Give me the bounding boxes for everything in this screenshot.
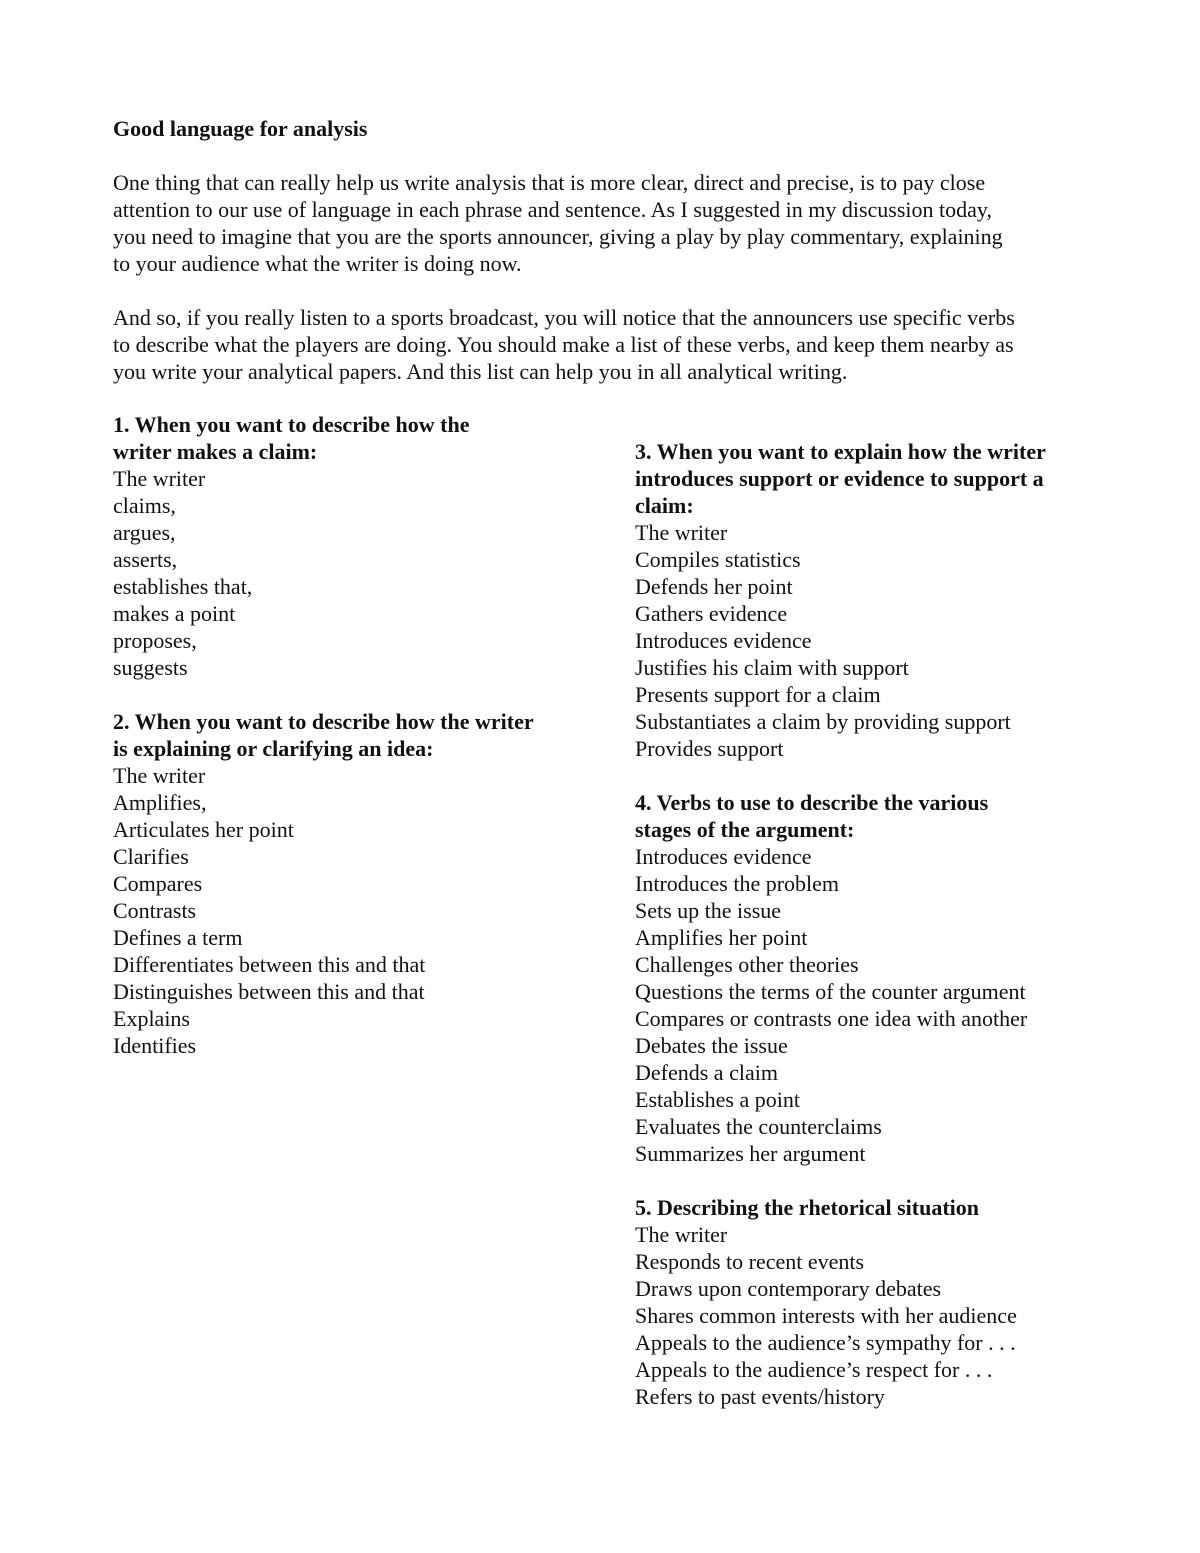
heading-line: is explaining or clarifying an idea: [113,736,434,761]
list-item: Amplifies, [113,790,207,815]
list-item: Differentiates between this and that [113,952,426,977]
section-rhetorical-situation [635,1194,1105,1410]
section-heading [635,789,1105,843]
heading-line: writer makes a claim: [113,439,318,464]
intro-line: you need to imagine that you are the sports announcer, giving a play by play commentary, explaining [113,224,1003,249]
list-item: Introduces evidence [635,628,812,653]
list-item: The writer [635,1222,728,1247]
list-item: The writer [113,763,206,788]
list-item: suggests [113,655,188,680]
section-claim [113,411,583,681]
section-clarifying [113,708,583,1059]
list-item: Provides support [635,736,784,761]
list-item: Gathers evidence [635,601,788,626]
list-item: Debates the issue [635,1033,788,1058]
list-item: Presents support for a claim [635,682,881,707]
list-item: Introduces the problem [635,871,840,896]
list-item: Defends a claim [635,1060,778,1085]
list-item: Identifies [113,1033,197,1058]
list-item: Introduces evidence [635,844,812,869]
list-item: Sets up the issue [635,898,782,923]
list-item: asserts, [113,547,178,572]
section-heading [635,438,1105,519]
list-item: Establishes a point [635,1087,800,1112]
section-evidence [635,438,1105,762]
intro-paragraph [113,169,1103,277]
second-paragraph-line: you write your analytical papers. And this list can help you in all analytical writing. [113,359,848,384]
list-item: Compiles statistics [635,547,801,572]
list-item: Appeals to the audience’s sympathy for . . . [635,1330,1016,1355]
list-item: Compares [113,871,203,896]
section-heading [113,708,583,762]
section-heading [113,411,583,465]
intro-line: to your audience what the writer is doing now. [113,251,522,276]
section-argument-stages [635,789,1105,1167]
list-item: Evaluates the counterclaims [635,1114,882,1139]
intro-line: One thing that can really help us write analysis that is more clear, direct and precise, is to pay close [113,170,986,195]
list-item: Articulates her point [113,817,294,842]
list-item: Draws upon contemporary debates [635,1276,942,1301]
list-item: Defends her point [635,574,793,599]
list-item: Substantiates a claim by providing support [635,709,1011,734]
heading-line: claim: [635,493,694,518]
list-item: Explains [113,1006,190,1031]
left-column [113,411,583,1059]
list-item: Clarifies [113,844,189,869]
list-item: Contrasts [113,898,197,923]
heading-line: 3. When you want to explain how the writer [635,439,1046,464]
list-item: makes a point [113,601,236,626]
second-paragraph-line: to describe what the players are doing. You should make a list of these verbs, and keep them nearby as [113,332,1014,357]
heading-line: 4. Verbs to use to describe the various [635,790,989,815]
intro-line: attention to our use of language in each phrase and sentence. As I suggested in my discussion today, [113,197,992,222]
list-item: Appeals to the audience’s respect for . . . [635,1357,993,1382]
list-item: Refers to past events/history [635,1384,885,1409]
document-title: Good language for analysis [113,116,368,141]
section-heading [635,1194,1105,1221]
heading-line: stages of the argument: [635,817,855,842]
list-item: Summarizes her argument [635,1141,866,1166]
right-column [635,438,1105,1410]
list-item: Questions the terms of the counter argument [635,979,1026,1004]
list-item: Defines a term [113,925,243,950]
list-item: Shares common interests with her audience [635,1303,1017,1328]
list-item: Amplifies her point [635,925,808,950]
list-item: The writer [635,520,728,545]
list-item: Compares or contrasts one idea with another [635,1006,1028,1031]
list-item: argues, [113,520,176,545]
list-item: Responds to recent events [635,1249,865,1274]
list-item: establishes that, [113,574,253,599]
list-item: Challenges other theories [635,952,859,977]
list-item: Justifies his claim with support [635,655,909,680]
list-item: The writer [113,466,206,491]
heading-line: 5. Describing the rhetorical situation [635,1195,980,1220]
second-paragraph [113,304,1103,385]
list-item: claims, [113,493,176,518]
heading-line: 1. When you want to describe how the [113,412,470,437]
heading-line: introduces support or evidence to support a [635,466,1044,491]
list-item: proposes, [113,628,197,653]
list-item: Distinguishes between this and that [113,979,425,1004]
heading-line: 2. When you want to describe how the writer [113,709,534,734]
second-paragraph-line: And so, if you really listen to a sports broadcast, you will notice that the announcers use specific verbs [113,305,1015,330]
